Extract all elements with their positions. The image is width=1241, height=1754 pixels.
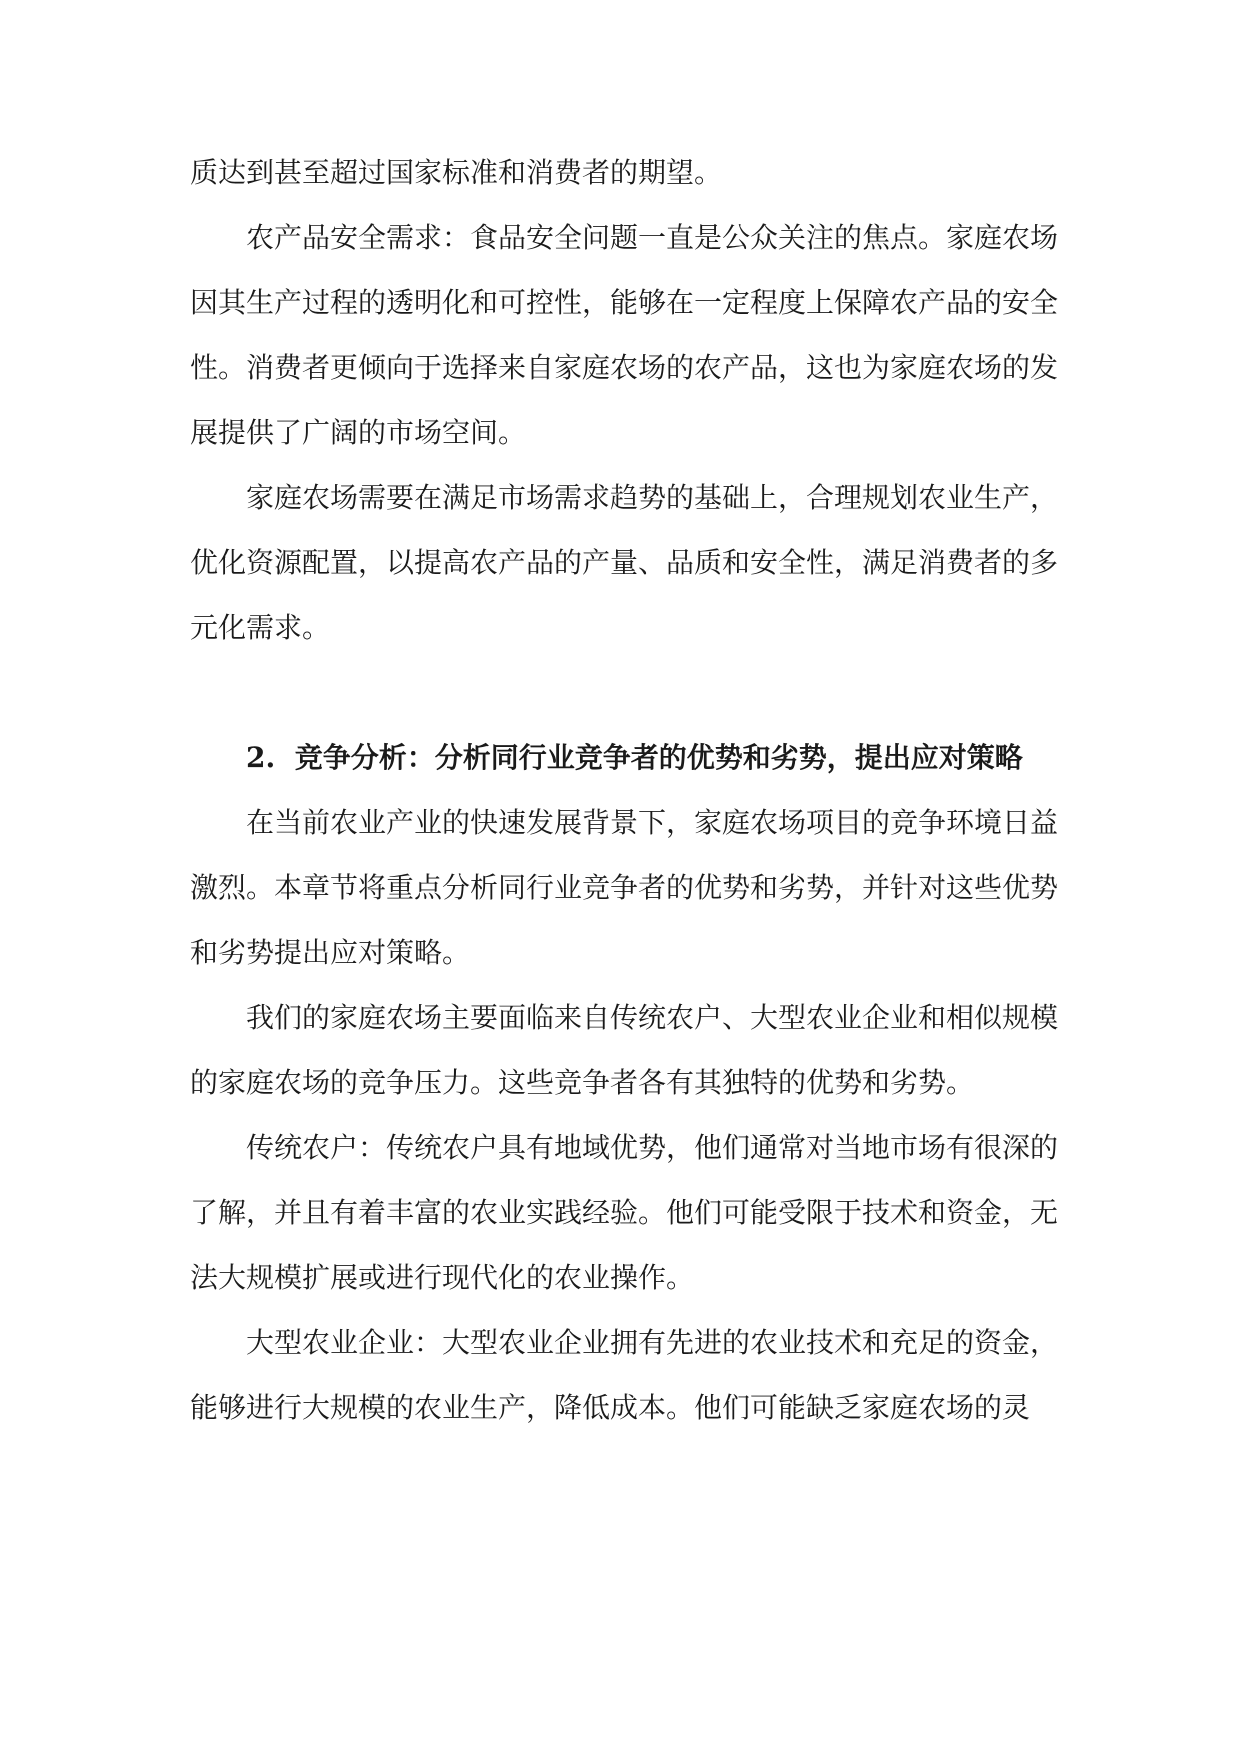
section-heading	[190, 725, 1058, 790]
paragraph-competition-intro: 在当前农业产业的快速发展背景下，家庭农场项目的竞争环境日益激烈。本章节将重点分析同行业竞争者的优势和劣势，并针对这些优势和劣势提出应对策略。	[190, 806, 1059, 969]
paragraph-safety-demand: 农产品安全需求：食品安全问题一直是公众关注的焦点。家庭农场因其生产过程的透明化和可控性，能够在一定程度上保障农产品的安全性。消费者更倾向于选择来自家庭农场的农产品，这也为家庭农场的发展提供了广阔的市场空间。	[190, 221, 1059, 449]
document-body	[190, 140, 1058, 1440]
section-title: 竞争分析：分析同行业竞争者的优势和劣势，提出应对策略	[294, 741, 1023, 774]
section-number: 2.	[246, 741, 276, 774]
paragraph-large-enterprises: 大型农业企业：大型农业企业拥有先进的农业技术和充足的资金，能够进行大规模的农业生产，降低成本。他们可能缺乏家庭农场的灵	[190, 1326, 1059, 1424]
paragraph-planning: 家庭农场需要在满足市场需求趋势的基础上，合理规划农业生产，优化资源配置，以提高农产品的产量、品质和安全性，满足消费者的多元化需求。	[190, 481, 1059, 644]
paragraph-continuation: 质达到甚至超过国家标准和消费者的期望。	[190, 156, 723, 189]
paragraph-competitors: 我们的家庭农场主要面临来自传统农户、大型农业企业和相似规模的家庭农场的竞争压力。这些竞争者各有其独特的优势和劣势。	[190, 1001, 1059, 1099]
paragraph-traditional-farmers: 传统农户：传统农户具有地域优势，他们通常对当地市场有很深的了解，并且有着丰富的农业实践经验。他们可能受限于技术和资金，无法大规模扩展或进行现代化的农业操作。	[190, 1131, 1059, 1294]
